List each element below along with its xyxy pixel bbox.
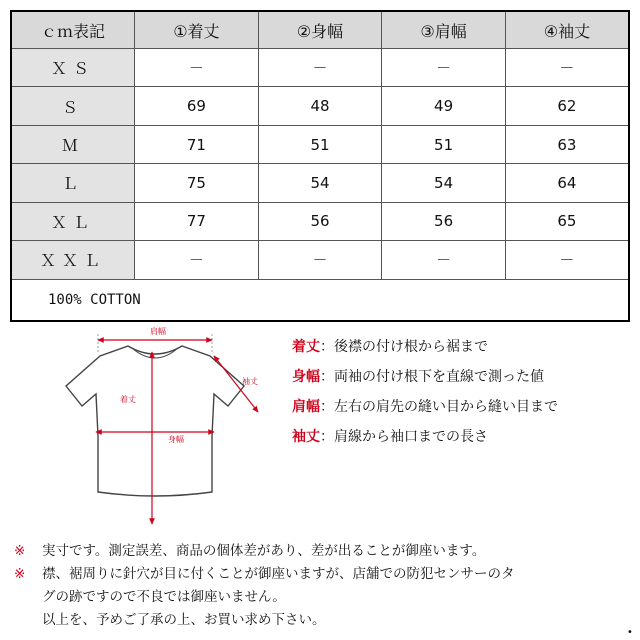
material-row [11, 279, 629, 321]
legend-key: 袖丈 [292, 429, 320, 445]
note-mark: ※ [14, 566, 26, 582]
tshirt-outline [66, 346, 244, 496]
notes-section [14, 540, 630, 632]
value-cell: 65 [505, 202, 629, 240]
value-cell: 75 [135, 164, 259, 202]
value-cell: 48 [258, 87, 382, 125]
size-cell: Ｌ [11, 164, 135, 202]
value-cell: － [258, 241, 382, 279]
size-cell: ＸＬ [11, 202, 135, 240]
legend-sep: ： [320, 369, 334, 385]
legend-text: 後襟の付け根から裾まで [334, 339, 488, 355]
value-cell: 56 [258, 202, 382, 240]
header-cell-unit: ｃｍ表記 [11, 11, 135, 49]
value-cell: 77 [135, 202, 259, 240]
table-row [11, 164, 629, 202]
note-text: 以上を、予めご了承の上、お買い求め下さい。 [42, 612, 326, 628]
table-header-row [11, 11, 629, 49]
table-row [11, 87, 629, 125]
material-text: 100% COTTON [11, 279, 629, 321]
value-cell: － [135, 49, 259, 87]
size-cell: Ｍ [11, 125, 135, 163]
legend-sep: ： [320, 399, 334, 415]
size-cell: Ｓ [11, 87, 135, 125]
note-line [14, 586, 630, 609]
value-cell: － [258, 49, 382, 87]
legend-key: 肩幅 [292, 399, 320, 415]
legend-item-width [292, 362, 632, 392]
note-text: グの跡ですので不良では御座いません。 [42, 589, 286, 605]
size-table [10, 10, 630, 322]
legend-sep: ： [320, 429, 334, 445]
value-cell: 62 [505, 87, 629, 125]
value-cell: － [505, 241, 629, 279]
note-text: 襟、裾周りに針穴が目に付くことが御座いますが、店舗での防犯センサーのタ [42, 566, 515, 582]
note-line [14, 540, 630, 563]
legend-item-sleeve [292, 422, 632, 452]
note-line [14, 563, 630, 586]
legend-text: 左右の肩先の縫い目から縫い目まで [334, 399, 558, 415]
size-cell: ＸＸＬ [11, 241, 135, 279]
value-cell: － [382, 49, 506, 87]
value-cell: 54 [382, 164, 506, 202]
header-cell-length: ①着丈 [135, 11, 259, 49]
note-line [14, 609, 630, 632]
legend-text: 肩線から袖口までの長さ [334, 429, 488, 445]
width-label: 身幅 [168, 435, 184, 444]
value-cell: － [382, 241, 506, 279]
value-cell: 69 [135, 87, 259, 125]
size-cell: ＸＳ [11, 49, 135, 87]
legend-sep: ： [320, 339, 334, 355]
value-cell: 71 [135, 125, 259, 163]
value-cell: 54 [258, 164, 382, 202]
value-cell: 56 [382, 202, 506, 240]
note-mark: ※ [14, 543, 26, 559]
legend-text: 両袖の付け根下を直線で測った値 [334, 369, 544, 385]
value-cell: － [505, 49, 629, 87]
value-cell: 64 [505, 164, 629, 202]
header-cell-sleeve: ④袖丈 [505, 11, 629, 49]
value-cell: 49 [382, 87, 506, 125]
legend-item-length [292, 332, 632, 362]
value-cell: 63 [505, 125, 629, 163]
header-cell-shoulder: ③肩幅 [382, 11, 506, 49]
measurement-legend [292, 332, 632, 452]
legend-key: 身幅 [292, 369, 320, 385]
value-cell: 51 [258, 125, 382, 163]
tshirt-measurement-diagram [40, 326, 290, 530]
table-row [11, 202, 629, 240]
shoulder-label: 肩幅 [150, 327, 166, 336]
sleeve-label: 袖丈 [242, 377, 258, 386]
table-row [11, 49, 629, 87]
legend-key: 着丈 [292, 339, 320, 355]
corner-dot: • [627, 627, 633, 638]
note-text: 実寸です。測定誤差、商品の個体差があり、差が出ることが御座います。 [42, 543, 486, 559]
value-cell: － [135, 241, 259, 279]
length-label: 着丈 [120, 395, 136, 404]
legend-item-shoulder [292, 392, 632, 422]
value-cell: 51 [382, 125, 506, 163]
table-row [11, 241, 629, 279]
header-cell-width: ②身幅 [258, 11, 382, 49]
table-row [11, 125, 629, 163]
